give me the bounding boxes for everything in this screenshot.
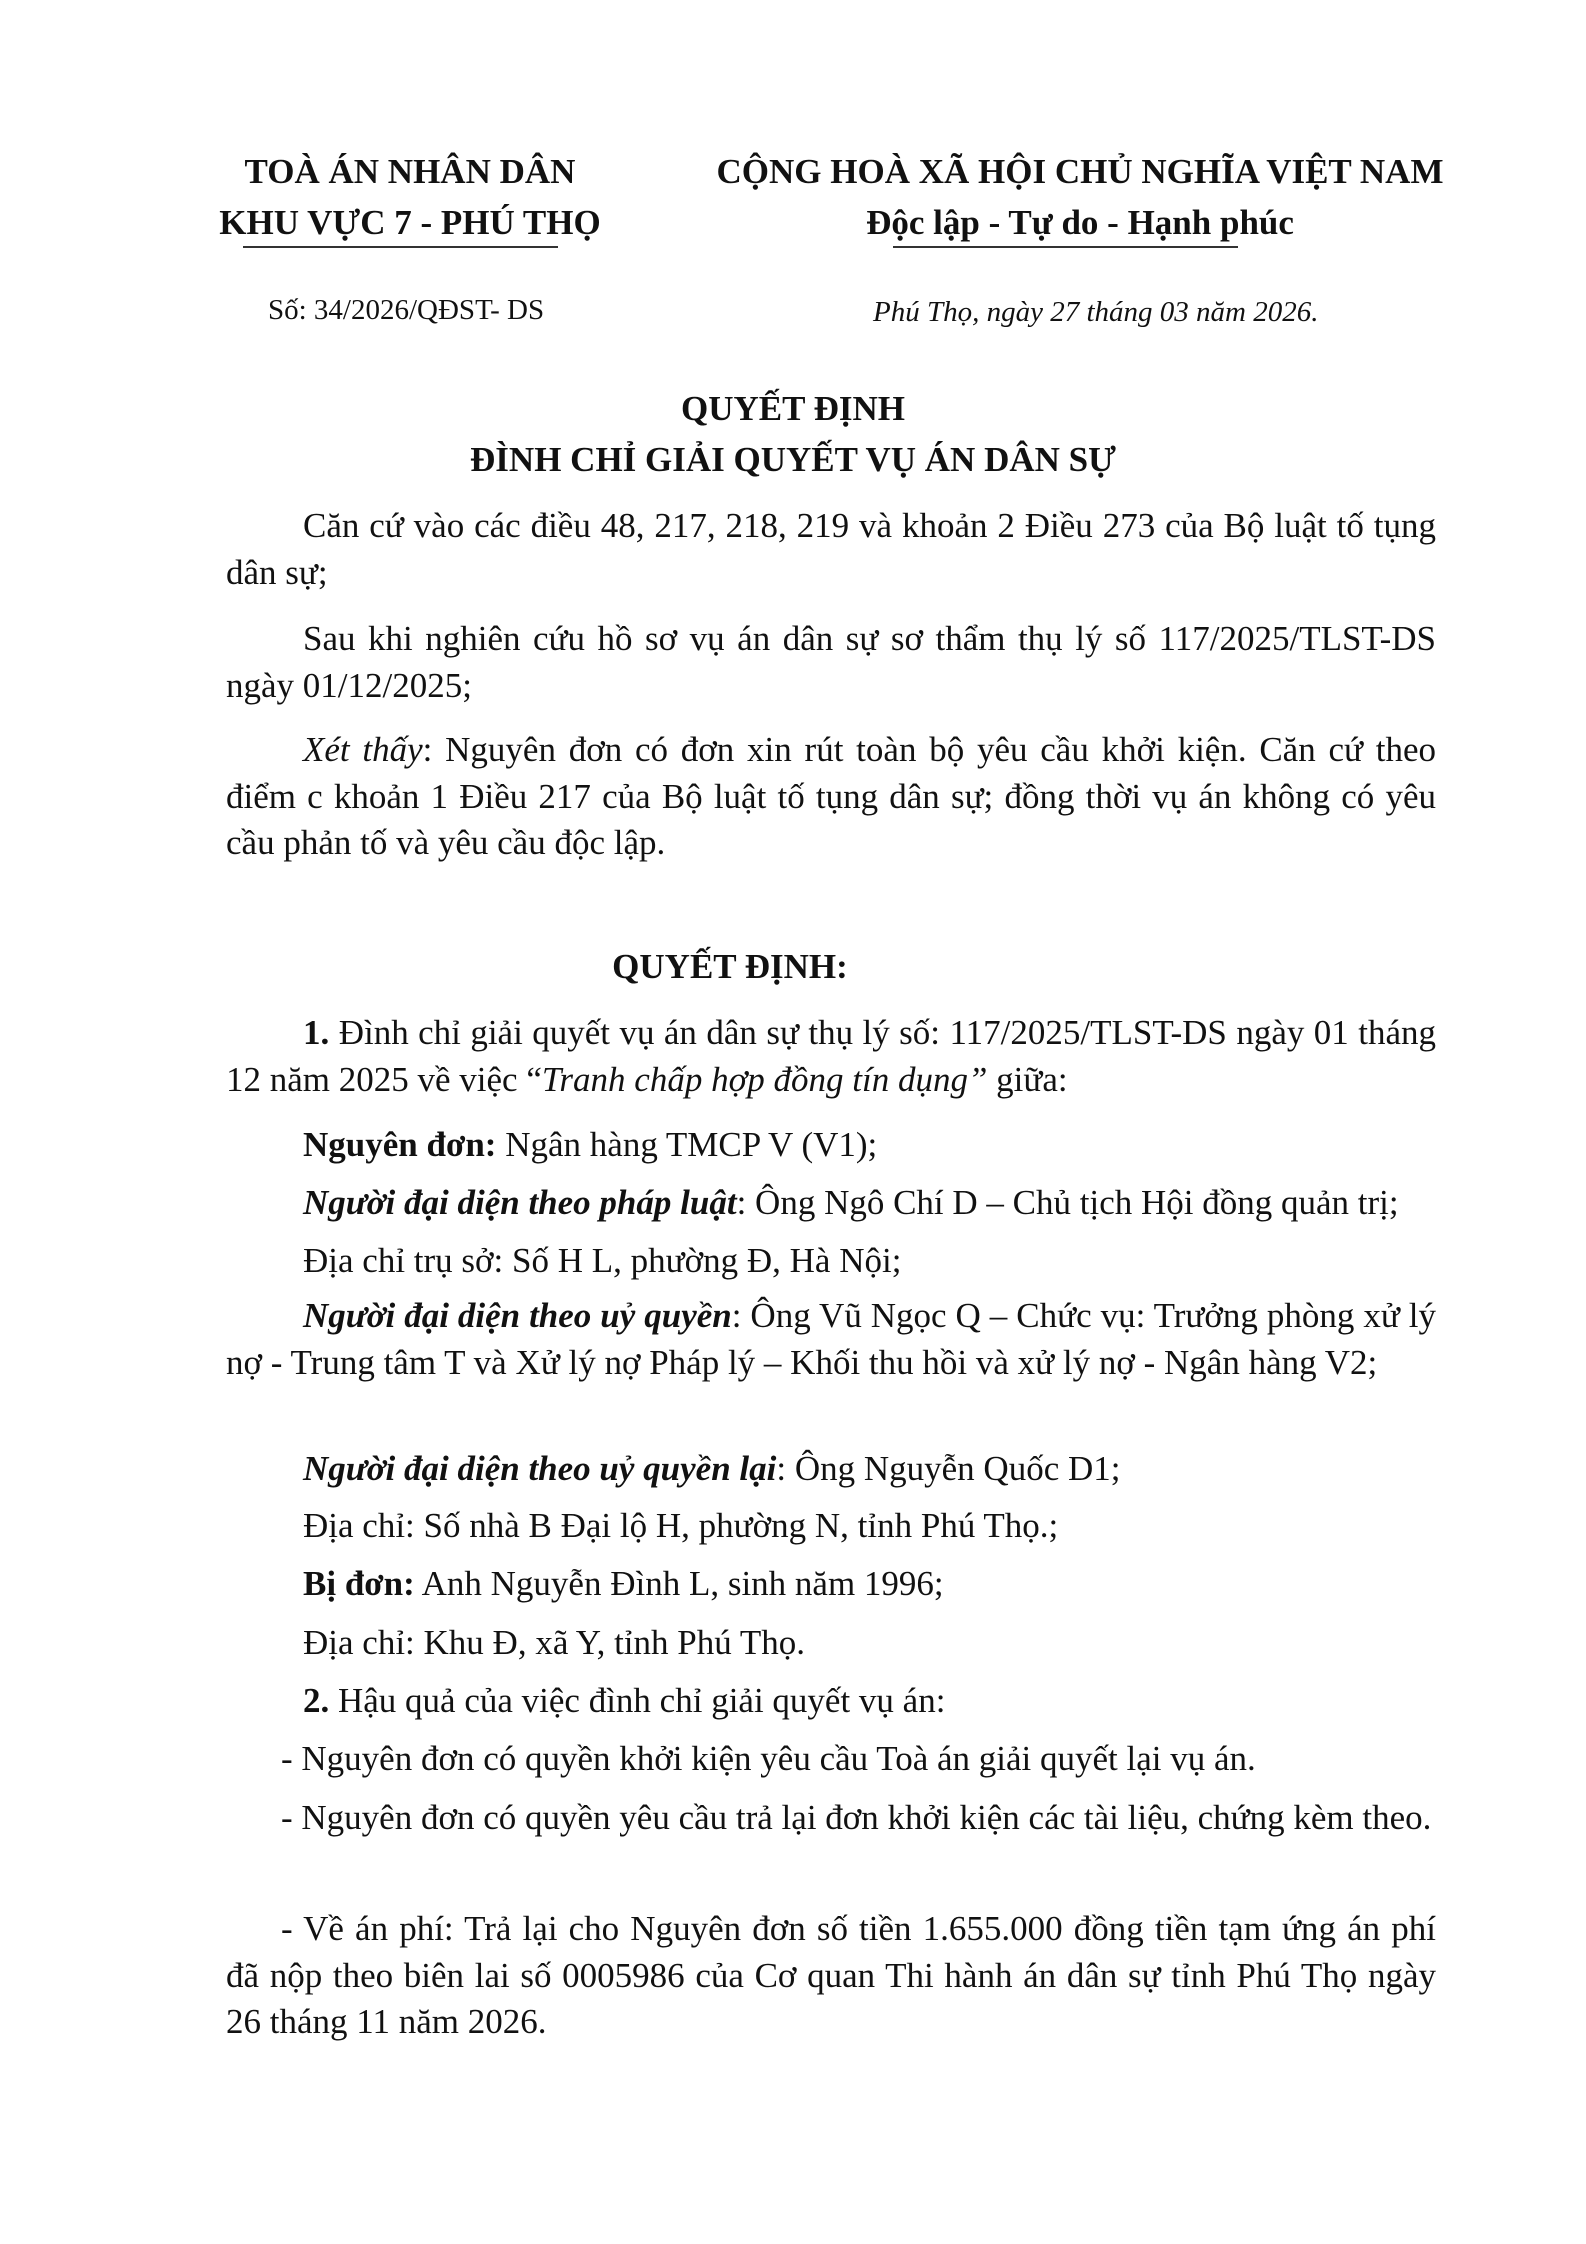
preamble-paragraph-3 (226, 727, 1436, 867)
decision-item-1 (226, 1010, 1436, 1103)
court-name-line2: KHU VỰC 7 - PHÚ THỌ (219, 203, 601, 242)
preamble-paragraph-2: Sau khi nghiên cứu hồ sơ vụ án dân sự sơ thẩm thụ lý số 117/2025/TLST-DS ngày 01/12/2025; (226, 619, 1436, 705)
item2-text: Hậu quả của việc đình chỉ giải quyết vụ án: (329, 1681, 946, 1720)
decision-item-2 (303, 1678, 945, 1725)
consequence-1: - Nguyên đơn có quyền khởi kiện yêu cầu Toà án giải quyết lại vụ án. (281, 1739, 1256, 1778)
auth-rep-label: Người đại diện theo uỷ quyền (303, 1296, 732, 1335)
legal-rep-line (303, 1180, 1399, 1227)
case-name: Tranh chấp hợp đồng tín dụng” (541, 1059, 988, 1099)
plaintiff-name: Ngân hàng TMCP V (V1); (496, 1125, 878, 1164)
item1-number: 1. (303, 1013, 330, 1052)
preamble-paragraph-1: Căn cứ vào các điều 48, 217, 218, 219 và khoản 2 Điều 273 của Bộ luật tố tụng dân sự; (226, 506, 1436, 592)
national-header (640, 146, 1520, 248)
motto-underline (893, 246, 1238, 248)
defendant-label: Bị đơn: (303, 1564, 415, 1603)
decision-heading: QUYẾT ĐỊNH: (612, 947, 848, 986)
item2-number: 2. (303, 1681, 330, 1720)
considering-text: : Nguyên đơn có đơn xin rút toàn bộ yêu cầu khởi kiện. Căn cứ theo điểm c khoản 1 Điều 217 của Bộ luật tố tụng dân sự; đồng thời vụ án không có yêu cầu phản tố và yêu cầu độc lập. (226, 730, 1437, 862)
consequence-2: - Nguyên đơn có quyền yêu cầu trả lại đơn khởi kiện các tài liệu, chứng kèm theo. (281, 1798, 1432, 1837)
court-header-underline (243, 246, 558, 248)
considering-label: Xét thấy (303, 730, 423, 769)
legal-rep-name: : Ông Ngô Chí D – Chủ tịch Hội đồng quản trị; (736, 1183, 1399, 1222)
document-number: Số: 34/2026/QĐST- DS (268, 294, 545, 326)
auth-rep-text: : Ông Vũ Ngọc Q – Chức vụ: Trưởng phòng xử lý nợ - Trung tâm T và Xử lý nợ Pháp lý – Khối thu hồi và xử lý nợ - Ngân hàng V2; (226, 1296, 1436, 1382)
defendant-name: Anh Nguyễn Đình L, sinh năm 1996; (414, 1564, 944, 1603)
consequence-3: - Về án phí: Trả lại cho Nguyên đơn số tiền 1.655.000 đồng tiền tạm ứng án phí đã nộp theo biên lai số 0005986 của Cơ quan Thi hành án dân sự tỉnh Phú Thọ ngày 26 tháng 11 năm 2026. (226, 1909, 1436, 2041)
national-motto: Độc lập - Tự do - Hạnh phúc (866, 203, 1294, 242)
legal-rep-label: Người đại diện theo pháp luật (303, 1183, 737, 1222)
place-and-date: Phú Thọ, ngày 27 tháng 03 năm 2026. (873, 296, 1319, 328)
document-title (0, 383, 1586, 485)
sub-rep-address: Địa chỉ: Số nhà B Đại lộ H, phường N, tỉnh Phú Thọ.; (303, 1506, 1059, 1545)
auth-rep-paragraph (226, 1293, 1436, 1386)
item1-text-end: giữa: (987, 1059, 1068, 1099)
defendant-address: Địa chỉ: Khu Đ, xã Y, tỉnh Phú Thọ. (303, 1623, 805, 1662)
nation-name: CỘNG HOÀ XÃ HỘI CHỦ NGHĨA VIỆT NAM (716, 152, 1444, 191)
title-line1: QUYẾT ĐỊNH (681, 389, 905, 428)
sub-rep-line (303, 1446, 1121, 1493)
sub-rep-name: : Ông Nguyễn Quốc D1; (776, 1449, 1121, 1488)
title-line2: ĐÌNH CHỈ GIẢI QUYẾT VỤ ÁN DÂN SỰ (470, 440, 1116, 479)
court-name-line1: TOÀ ÁN NHÂN DÂN (244, 152, 576, 191)
plaintiff-line (303, 1122, 877, 1169)
plaintiff-label: Nguyên đơn: (303, 1125, 497, 1164)
item1-text: Đình chỉ giải quyết vụ án dân sự thụ lý số: 117/2025/TLST-DS ngày 01 tháng 12 năm 2025 về việc “ (226, 1013, 1436, 1099)
hq-address: Địa chỉ trụ sở: Số H L, phường Đ, Hà Nội; (303, 1241, 902, 1280)
court-header (160, 146, 660, 248)
sub-rep-label: Người đại diện theo uỷ quyền lại (303, 1449, 777, 1488)
defendant-line (303, 1561, 944, 1608)
